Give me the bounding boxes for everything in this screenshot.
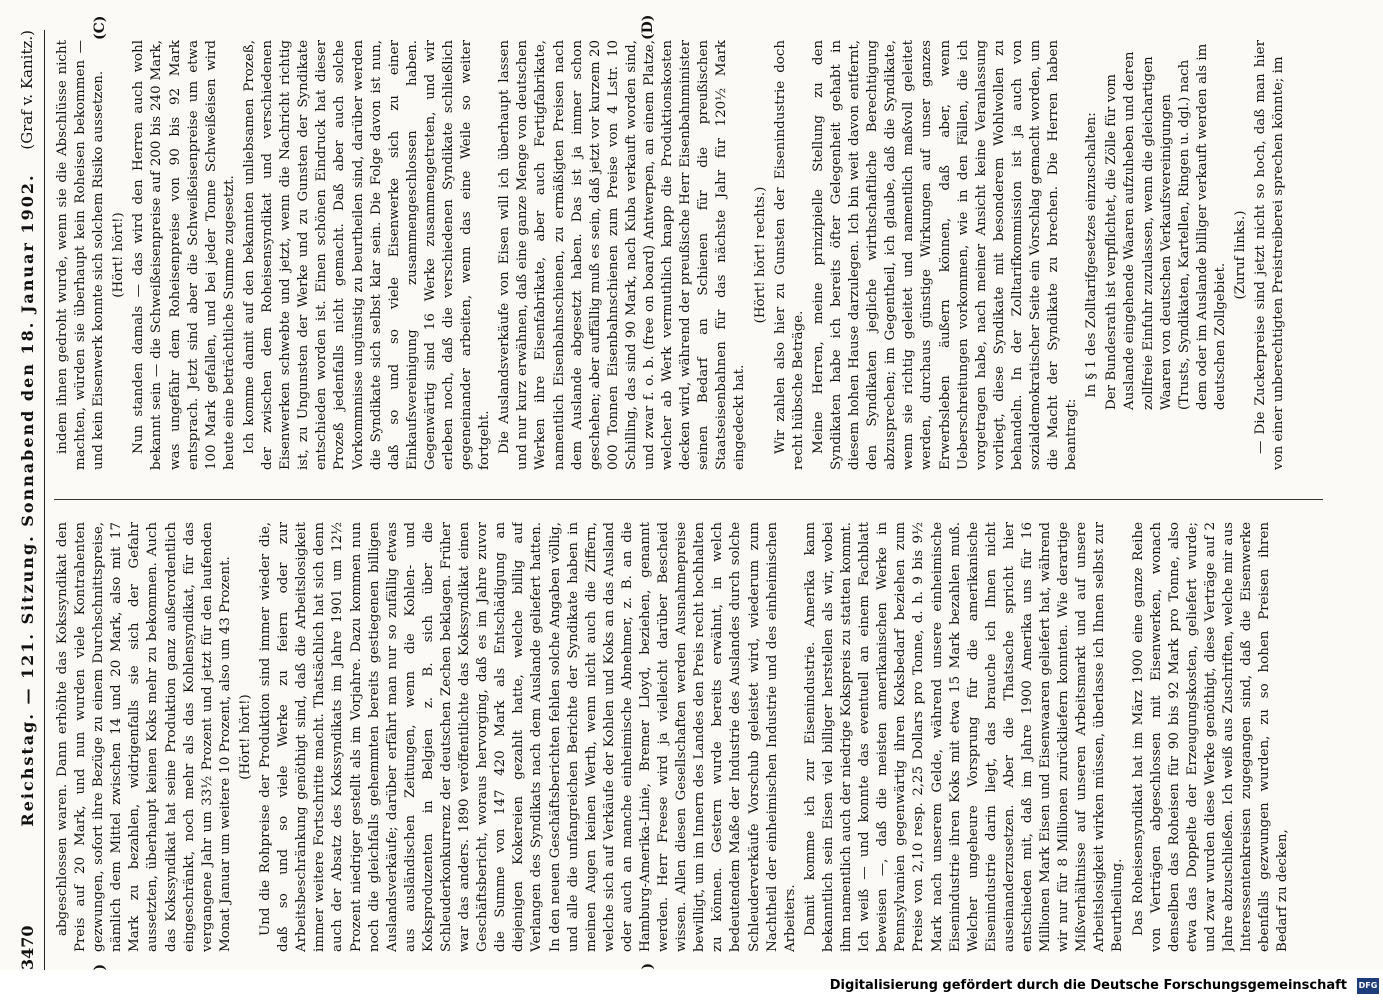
page-header xyxy=(12,30,42,970)
left-column xyxy=(54,522,1323,952)
header-rule xyxy=(44,30,45,970)
paragraph: Damit komme ich zur Eisenindustrie. Amerika kann bekanntlich sein Eisen viel billiger herstellen als wir, wobei ihm namentlich auch der niedrige Kokspreis zu statten kommt. Ich weiß — und konnte das eventuell an einem Fachblatt beweisen —, daß die meisten amerikanischen Werke in Pennsylvanien gegenwärtig ihren Koksbedarf beziehen zum Preise von 2,10 resp. 2,25 Dollars pro Tonne, d. h. 9 bis 9½ Mark nach unserem Gelde, während unsere einheimische Eisenindustrie ihren Koks mit etwa 15 Mark bezahlen muß. Welcher ungeheure Vorsprung für die amerikanische Eisenindustrie darin liegt, das brauche ich Ihnen nicht auseinanderzusetzen. Aber die Thatsache spricht hier entschieden mit, daß im Jahre 1900 Amerika uns für 16 Millionen Mark Eisen und Eisenwaaren geliefert hat, während wir nur für 8 Millionen zurückliefern konnten. Wie derartige Mißverhältnisse auf unseren Arbeitsmarkt und auf unsere Arbeitslosigkeit wirken müssen, überlasse ich Ihnen selbst zur Beurtheilung. xyxy=(802,522,1126,952)
interjection: (Hört! hört!) xyxy=(237,694,253,780)
motion-text: Der Bundesrath ist verpflichtet, die Zölle für vom Auslande eingehende Waaren aufzuheben und deren zollfreie Einfuhr zuzulassen, wenn die gleichartigen Waaren von deutschen Verkaufsvereinigungen (Trusts, Syndikaten, Kartellen, Ringen u. dgl.) nach dem oder im Auslande billiger verkauft werden als im deutschen Zollgebiet. xyxy=(1104,43,1228,410)
interjection: (Zuruf links.) xyxy=(1233,210,1248,300)
interjection: (Hört! hört! rechts.) xyxy=(752,186,768,324)
paragraph: Meine Herren, meine prinzipielle Stellung zu den Syndikaten habe ich bereits öfter Gelegenheit gehabt in diesem hohen Hause darzulegen. Ich bin weit davon entfernt, den Syndikaten jegliche wirthschaftliche Berechtigung abzusprechen; im Gegentheil, ich glaube, daß die Syndikate, wenn sie richtig geleitet und namentlich maßvoll geleitet werden, durchaus günstige Wirkungen auf unser ganzes Erwerbsleben äußern können, daß aber, wenn Ueberschreitungen vorkommen, wie in den Fällen, die ich vorgetragen habe, nach meiner Ansicht keine Veranlassung vorliegt, diese Syndikate mit besonderem Wohlwollen zu behandeln. In der Zolltarifkommission ist ja auch von sozialdemokratischer Seite ein Vorschlag gemacht worden, um die Macht der Syndikate zu brechen. Die Herren haben beantragt: xyxy=(810,40,1080,470)
right-column xyxy=(54,40,1323,470)
paragraph: Die Auslandsverkäufe von Eisen will ich überhaupt lassen und nur kurz erwähnen, daß eine ganze Menge von deutschen Werken ihre Eisenfabrikate, aber auch Fertigfabrikate, namentlich Eisenbahnschienen, zu ermäßigten Preisen nach dem Auslande abgesetzt haben. Das ist ja immer schon geschehen; aber auffällig muß es sein, daß jetzt vor kurzem 20 000 Tonnen Eisenbahnschienen zum Preise von 4 Lstr. 10 Schilling, das sind 90 Mark, nach Kuba verkauft worden sind, und zwar f. o. b. (free on board) Antwerpen, an einem Platze, welcher ab Werk vermuthlich knapp die Produktionskosten decken wird, während der preußische Herr Eisenbahnminister seinen Bedarf an Schienen für die preußischen Staatseisenbahnen für das nächste Jahr für 120½ Mark eingedeckt hat. xyxy=(497,40,748,470)
page-number: 3470 xyxy=(17,925,37,970)
credit-text: Digitalisierung gefördert durch die Deutsche Forschungsgemeinschaft xyxy=(829,977,1347,993)
paragraph: Wir zahlen also hier zu Gunsten der Eisenindustrie doch recht hübsche Beträge. xyxy=(772,40,806,470)
paragraph: — Die Zuckerpreise sind jetzt nicht so hoch, daß man hier von einer unberechtigten Preistreiberei sprechen könnte; im xyxy=(1253,40,1287,470)
page-title: Reichstag. — 121. Sitzung. Sonnabend den 18. Januar 1902. xyxy=(17,173,37,827)
speaker-label: (Graf v. Kanitz.) xyxy=(18,30,36,150)
paragraph: Das Roheisensyndikat hat im März 1900 eine ganze Reihe von Verträgen abgeschlossen mit Eisenwerken, wonach denselben das Roheisen für 90 bis 92 Mark pro Tonne, also etwa das Doppelte der Erzeugungskosten, geliefert wurde; und zwar wurden diese Werke genöthigt, diese Verträge auf 2 Jahre abzuschließen. Ich weiß aus Zuschriften, welche mir aus Interessentenkreisen zugegangen sind, daß die Eisenwerke ebenfalls gezwungen wurden, zu so hohen Preisen ihren Bedarf zu decken, xyxy=(1130,522,1291,952)
paragraph: Nun standen damals — das wird den Herren auch wohl bekannt sein — die Schweißeisenpreise auf 200 bis 240 Mark, was ungefähr dem Roheisenpreise von 90 bis 92 Mark entsprach. Jetzt sind aber die Schweißeisenpreise um etwa 100 Mark gefallen, und bei jeder Tonne Schweißeisen wird heute eine beträchtliche Summe zugesetzt. xyxy=(131,40,237,470)
motion-heading: In § 1 des Zolltarifgesetzes einzuschalten: xyxy=(1084,112,1100,398)
margin-mark-c: (C) xyxy=(92,15,108,40)
column-divider xyxy=(54,499,1323,500)
paragraph: Und die Rohpreise der Produktion sind immer wieder die, daß so und so viele Werke zu feiern oder zur Arbeitsbeschränkung genöthigt sind, daß die Arbeitslosigkeit immer weitere Fortschritte macht. Thatsächlich hat sich denn auch der Absatz des Kokssyndikats im Jahre 1901 um 12½ Prozent niedriger gestellt als im Vorjahre. Dazu kommen nun noch die gleichfalls gehemmten bereits gestiegenen billigen Auslandsverkäufe; darüber erfährt man nur so zufällig etwas aus ausländischen Zeitungen, wenn die Kohlen- und Koksproduzenten in Belgien z. B. sich über die Schleuderkonkurrenz der deutschen Zechen beklagen. Früher war das anders. 1890 veröffentlichte das Kokssyndikat einen Geschäftsbericht, woraus hervorging, daß es im Jahre zuvor die Summe von 147 420 Mark als Entschädigung an diejenigen Kokereien gezahlt hatte, welche billig auf Verlangen des Syndikats nach dem Auslande geliefert hatten. In den neuen Geschäftsberichten fehlen solche Angaben völlig, und alle die unfangreichen Berichte der Syndikate haben in meinen Augen keinen Werth, wenn nicht auch die Ziffern, welche sich auf Verkäufe der Kohlen und Koks an das Ausland oder auch an manche einheimische Abnehmer, z. B. an die Hamburg-Amerika-Linie, Bremer Lloyd, beziehen, genannt werden. Herr Freese wird ja vielleicht darüber Bescheid wissen. Allen diesen Gesellschaften werden Ausnahmepreise bewilligt, um im Innern des Landes den Preis recht hochhalten zu können. Gestern wurde bereits erwähnt, in welch bedeutendem Maße der Industrie des Auslandes durch solche Schleuderverkäufe Vorschub geleistet wird, wiederum zum Nachtheil der einheimischen Industrie und des einheimischen Arbeiters. xyxy=(258,522,798,952)
interjection: (Hört! hört!) xyxy=(111,212,127,298)
paragraph: Ich komme damit auf den bekannten unliebsamen Prozeß, der zwischen dem Roheisensyndikat und verschiedenen Eisenwerken schwebte und jetzt, wenn die Nachricht richtig ist, zu Ungunsten der Werke und zu Gunsten der Syndikate entschieden worden ist. Einen schönen Eindruck hat dieser Prozeß jedenfalls nicht gemacht. Daß aber auch solche Vorkommnisse ungünstig zu beurtheilen sind, darüber werden die Syndikate sich selbst klar sein. Die Folge davon ist nun, daß so und so viele Eisenwerke sich zu einer Einkaufsvereinigung zusammengeschlossen haben. Gegenwärtig sind 16 Werke zusammengetreten, und wir erleben noch, daß die verschiedenen Syndikate schließlich gegeneinander arbeiten, wenn das eine Weile so weiter fortgeht. xyxy=(241,40,493,470)
dfg-logo-icon: DFG xyxy=(1357,978,1379,994)
paragraph: abgeschlossen waren. Dann erhöhte das Kokssyndikat den Preis auf 20 Mark, und nun wurden viele Kontrahenten gezwungen, sofort ihre Bezüge zu einem Durchschnittspreise, nämlich dem Mittel zwischen 14 und 20 Mark, also mit 17 Mark zu bezahlen, widrigenfalls sie sich der Gefahr aussetzten, überhaupt keinen Koks mehr zu bekommen. Auch das Kokssyndikat hat seine Produktion ganz außerordentlich eingeschränkt, noch mehr als das Kohlensyndikat, für das vergangene Jahr um 33½ Prozent und jetzt für den laufenden Monat Januar um weitere 10 Prozent, also um 43 Prozent. xyxy=(55,522,233,952)
paragraph: indem ihnen gedroht wurde, wenn sie die Abschlüsse nicht machten, würden sie überhaupt kein Roheisen bekommen — und kein Eisenwerk konnte sich solchem Risiko aussetzen. xyxy=(55,40,107,470)
credit-strip xyxy=(0,970,1383,1000)
margin-mark-d: (D) xyxy=(640,14,656,40)
